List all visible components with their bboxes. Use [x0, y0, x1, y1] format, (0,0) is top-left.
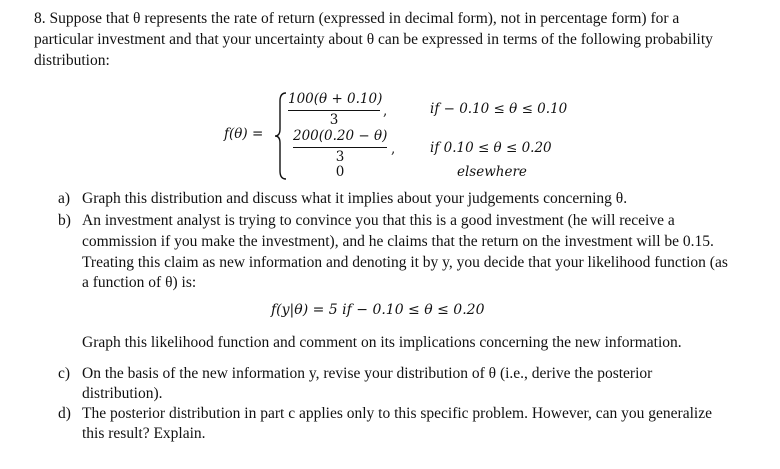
part-b-line-4: a function of θ) is: — [82, 274, 197, 291]
part-b-line-1: An investment analyst is trying to convince you that this is a good investment (he will receive a — [82, 212, 675, 229]
part-c-label: c) — [58, 365, 71, 382]
case2-denominator: 3 — [335, 149, 345, 165]
case1-condition: if − 0.10 ≤ θ ≤ 0.10 — [430, 101, 568, 117]
case1-fraction-bar — [288, 110, 380, 111]
part-b-line-3: Treating this claim as new information and denoting it by y, you decide that your likelihood function (as — [82, 254, 728, 271]
case2-numerator: 200(0.20 − θ) — [293, 128, 388, 144]
part-a-label: a) — [58, 190, 71, 207]
problem-line-1: 8. Suppose that θ represents the rate of return (expressed in decimal form), not in percentage form) for a — [34, 10, 680, 27]
case1-numerator: 100(θ + 0.10) — [288, 91, 383, 107]
part-b-line-2: commission if you make the investment), and he claims that the return on the investment will be 0.15. — [82, 233, 714, 250]
problem-line-2: particular investment and that your uncertainty about θ can be expressed in terms of the following probability — [34, 31, 713, 48]
part-d-line-2: this result? Explain. — [82, 425, 206, 442]
part-c-line-2: distribution). — [82, 385, 163, 402]
case2-condition: if 0.10 ≤ θ ≤ 0.20 — [430, 140, 552, 156]
case3-value: 0 — [335, 164, 345, 180]
case3-condition: elsewhere — [457, 164, 527, 180]
case2-comma: , — [391, 141, 396, 157]
part-c-line-1: On the basis of the new information y, revise your distribution of θ (i.e., derive the posterior — [82, 365, 653, 382]
likelihood-equation: f(y|θ) = 5 if − 0.10 ≤ θ ≤ 0.20 — [271, 302, 485, 318]
part-b-label: b) — [58, 212, 71, 229]
case1-comma: , — [383, 103, 388, 119]
case1-denominator: 3 — [329, 112, 339, 128]
part-d-line-1: The posterior distribution in part c applies only to this specific problem. However, can you generalize — [82, 405, 712, 422]
part-d-label: d) — [58, 405, 71, 422]
case2-fraction-bar — [293, 147, 387, 148]
part-a-text: Graph this distribution and discuss what it implies about your judgements concerning θ. — [82, 190, 628, 207]
part-b-graph-text: Graph this likelihood function and comment on its implications concerning the new information. — [82, 334, 682, 351]
problem-line-3: distribution: — [34, 52, 110, 69]
pdf-lhs: f(θ) = — [224, 126, 264, 142]
